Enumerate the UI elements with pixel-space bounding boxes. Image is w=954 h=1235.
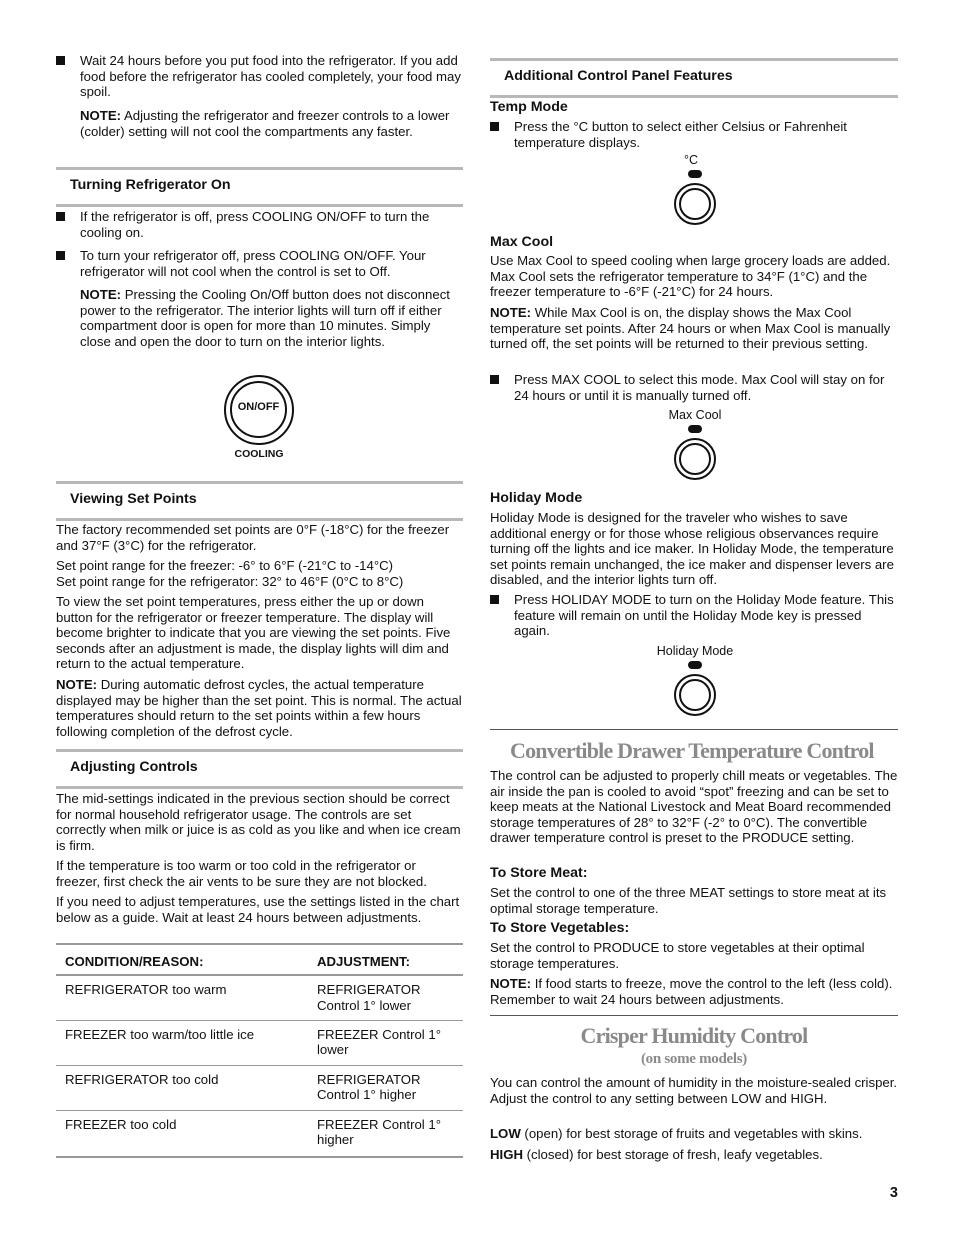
crisper-subheading: (on some models) [640, 1051, 748, 1067]
bullet-text: To turn your refrigerator off, press COOLING ON/OFF. Your refrigerator will not cool when the control is set to Off. [80, 248, 426, 279]
holiday-mode-indicator-icon [688, 661, 702, 669]
paragraph-adjust-temperatures: If you need to adjust temperatures, use the settings listed in the chart below as a guide. Wait at least 24 hours between adjustments. [56, 894, 460, 925]
celsius-label: °C [683, 153, 699, 167]
section-title: Adjusting Controls [70, 759, 198, 775]
high-text: (closed) for best storage of fresh, leafy vegetables. [522, 1147, 823, 1162]
bullet-holiday-mode [490, 592, 898, 639]
low-label: LOW [490, 1126, 521, 1141]
note-defrost [56, 677, 463, 739]
onoff-button-icon [224, 375, 294, 445]
note-label: NOTE: [490, 976, 532, 991]
table-cell-condition: REFRIGERATOR too warm [65, 982, 227, 997]
bullet-wait-24-hours [56, 53, 463, 100]
low-text: (open) for best storage of fruits and vegetables with skins. [520, 1126, 863, 1141]
bullet-text: If the refrigerator is off, press COOLING ON/OFF to turn the cooling on. [80, 209, 430, 240]
onoff-label: ON/OFF [237, 401, 280, 413]
note-label: NOTE: [80, 287, 122, 302]
note-max-cool [490, 305, 898, 352]
store-vegetables-heading: To Store Vegetables: [490, 920, 630, 936]
table-cell-adjustment: REFRIGERATOR Control 1° higher [317, 1071, 421, 1103]
note-adjusting-controls [80, 108, 463, 139]
table-row [56, 1110, 463, 1157]
table-row [56, 1065, 463, 1110]
page-number: 3 [889, 1185, 898, 1201]
paragraph-convertible-drawer: The control can be adjusted to properly chill meats or vegetables. The air inside the pan is cooled to avoid “spot” freezing and can be set to keep meats at the National Livestock and Meat Board recommended storage temperatures of 28° to 32°F (-2° to 0°C). The convertible drawer temperature control is preset to the PRODUCE setting. [490, 768, 898, 846]
holiday-mode-label: Holiday Mode [656, 644, 734, 658]
note-text: Adjusting the refrigerator and freezer controls to a lower (colder) setting will not cool the compartments any faster. [80, 108, 450, 139]
table-cell-adjustment: FREEZER Control 1° lower [317, 1026, 441, 1058]
bullet-cooling-on [56, 209, 463, 240]
table-cell-adjustment: REFRIGERATOR Control 1° lower [317, 982, 421, 1013]
paragraph-crisper: You can control the amount of humidity in the moisture-sealed crisper. Adjust the control to any setting between LOW and HIGH. [490, 1075, 898, 1106]
section-title: Additional Control Panel Features [504, 68, 733, 84]
paragraph-max-cool: Use Max Cool to speed cooling when large grocery loads are added. Max Cool sets the refrigerator temperature to 34°F (1°C) and the freezer temperature to -6°F (-21°C) for 24 hours. [490, 253, 891, 300]
paragraph-view-set-points: To view the set point temperatures, press either the up or down button for the refrigerator or freezer temperature. The display will become brighter to indicate that you are viewing the set points. Five seconds after an adjustment is made, the display lights will dim and return to the actual temperature. [56, 594, 451, 672]
paragraph-holiday-mode: Holiday Mode is designed for the traveler who wishes to save additional energy or for those whose religious observances require turning off the lights and ice maker. In Holiday Mode, the temperature set points remain unchanged, the ice maker and dispenser levers are disabled, and the interior lights turn off. [490, 510, 894, 588]
convertible-drawer-heading: Convertible Drawer Temperature Control [510, 738, 874, 763]
bullet-square-icon [490, 375, 499, 384]
adjustment-table [56, 945, 463, 1158]
bullet-square-icon [56, 212, 65, 221]
note-cooling-power [80, 287, 463, 349]
section-header-viewing-set-points [56, 481, 463, 521]
divider [490, 729, 898, 730]
bullet-text: Press the °C button to select either Celsius or Fahrenheit temperature displays. [514, 119, 847, 150]
max-cool-heading: Max Cool [490, 234, 554, 250]
table-cell-condition: REFRIGERATOR too cold [65, 1071, 219, 1087]
table-header-row [56, 945, 463, 975]
table-cell-adjustment: FREEZER Control 1° higher [317, 1116, 441, 1148]
note-label: NOTE: [80, 108, 122, 123]
bullet-square-icon [56, 251, 65, 260]
max-cool-label: Max Cool [668, 408, 722, 422]
table-header-condition: CONDITION/REASON: [65, 954, 204, 969]
crisper-humidity-heading: Crisper Humidity Control [580, 1023, 808, 1048]
bullet-cooling-off [56, 248, 463, 279]
table-cell-condition: FREEZER too warm/too little ice [65, 1026, 255, 1042]
bullet-square-icon [490, 595, 499, 604]
low-setting [490, 1126, 898, 1142]
bullet-square-icon [56, 56, 65, 65]
table-header-adjustment: ADJUSTMENT: [317, 954, 411, 969]
bullet-text: Press MAX COOL to select this mode. Max Cool will stay on for 24 hours or until it is manually turned off. [514, 372, 885, 403]
temp-mode-heading: Temp Mode [490, 99, 568, 115]
section-title: Turning Refrigerator On [70, 177, 231, 193]
bullet-text: Press HOLIDAY MODE to turn on the Holiday Mode feature. This feature will remain on until the Holiday Mode key is pressed again. [514, 592, 894, 639]
section-header-turning-on [56, 167, 463, 207]
note-label: NOTE: [490, 305, 532, 320]
paragraph-air-vents: If the temperature is too warm or too cold in the refrigerator or freezer, first check the air vents to be sure they are not blocked. [56, 858, 427, 889]
paragraph-store-meat: Set the control to one of the three MEAT settings to store meat at its optimal storage temperature. [490, 885, 887, 916]
paragraph-store-vegetables: Set the control to PRODUCE to store vegetables at their optimal storage temperatures. [490, 940, 865, 971]
section-header-additional-features [490, 58, 898, 98]
high-setting [490, 1147, 898, 1163]
table-row [56, 975, 463, 1020]
bullet-text: Wait 24 hours before you put food into the refrigerator. If you add food before the refrigerator has cooled completely, your food may spoil. [80, 53, 461, 100]
paragraph-refrigerator-range: Set point range for the refrigerator: 32° to 46°F (0°C to 8°C) [56, 574, 404, 589]
max-cool-button-icon [674, 438, 716, 480]
max-cool-indicator-icon [688, 425, 702, 433]
note-text: While Max Cool is on, the display shows the Max Cool temperature set points. After 24 hours or when Max Cool is manually turned off, the set points will be returned to their previous setting. [490, 305, 891, 352]
holiday-mode-button-icon [674, 674, 716, 716]
note-text: Pressing the Cooling On/Off button does not disconnect power to the refrigerator. The interior lights will turn off if either compartment door is open for more than 10 minutes. Simply close and open the door to turn on the interior lights. [80, 287, 450, 349]
paragraph-mid-settings: The mid-settings indicated in the previous section should be correct for normal household refrigerator usage. The controls are set correctly when milk or juice is as cold as you like and when ice cream is firm. [56, 791, 461, 853]
note-text: If food starts to freeze, move the control to the left (less cold). Remember to wait 24 hours between adjustments. [490, 976, 893, 1007]
holiday-mode-heading: Holiday Mode [490, 490, 583, 506]
celsius-indicator-icon [688, 170, 702, 178]
section-title: Viewing Set Points [70, 491, 197, 507]
high-label: HIGH [490, 1147, 523, 1162]
section-header-adjusting-controls [56, 749, 463, 789]
table-cell-condition: FREEZER too cold [65, 1116, 177, 1132]
note-food-freeze [490, 976, 898, 1007]
cooling-label: COOLING [234, 448, 284, 460]
bullet-max-cool [490, 372, 898, 403]
celsius-button-icon [674, 183, 716, 225]
paragraph-freezer-range: Set point range for the freezer: -6° to 6°F (-21°C to -14°C) [56, 558, 394, 573]
note-text: During automatic defrost cycles, the actual temperature displayed may be higher than the set point. This is normal. The actual temperatures should return to the set points within a few hours following completion of the defrost cycle. [56, 677, 462, 739]
bullet-temp-mode [490, 119, 898, 150]
table-row [56, 1020, 463, 1065]
paragraph-factory-set-points: The factory recommended set points are 0°F (-18°C) for the freezer and 37°F (3°C) for the refrigerator. [56, 522, 450, 553]
note-label: NOTE: [56, 677, 98, 692]
bullet-square-icon [490, 122, 499, 131]
divider [490, 1015, 898, 1016]
store-meat-heading: To Store Meat: [490, 865, 588, 881]
